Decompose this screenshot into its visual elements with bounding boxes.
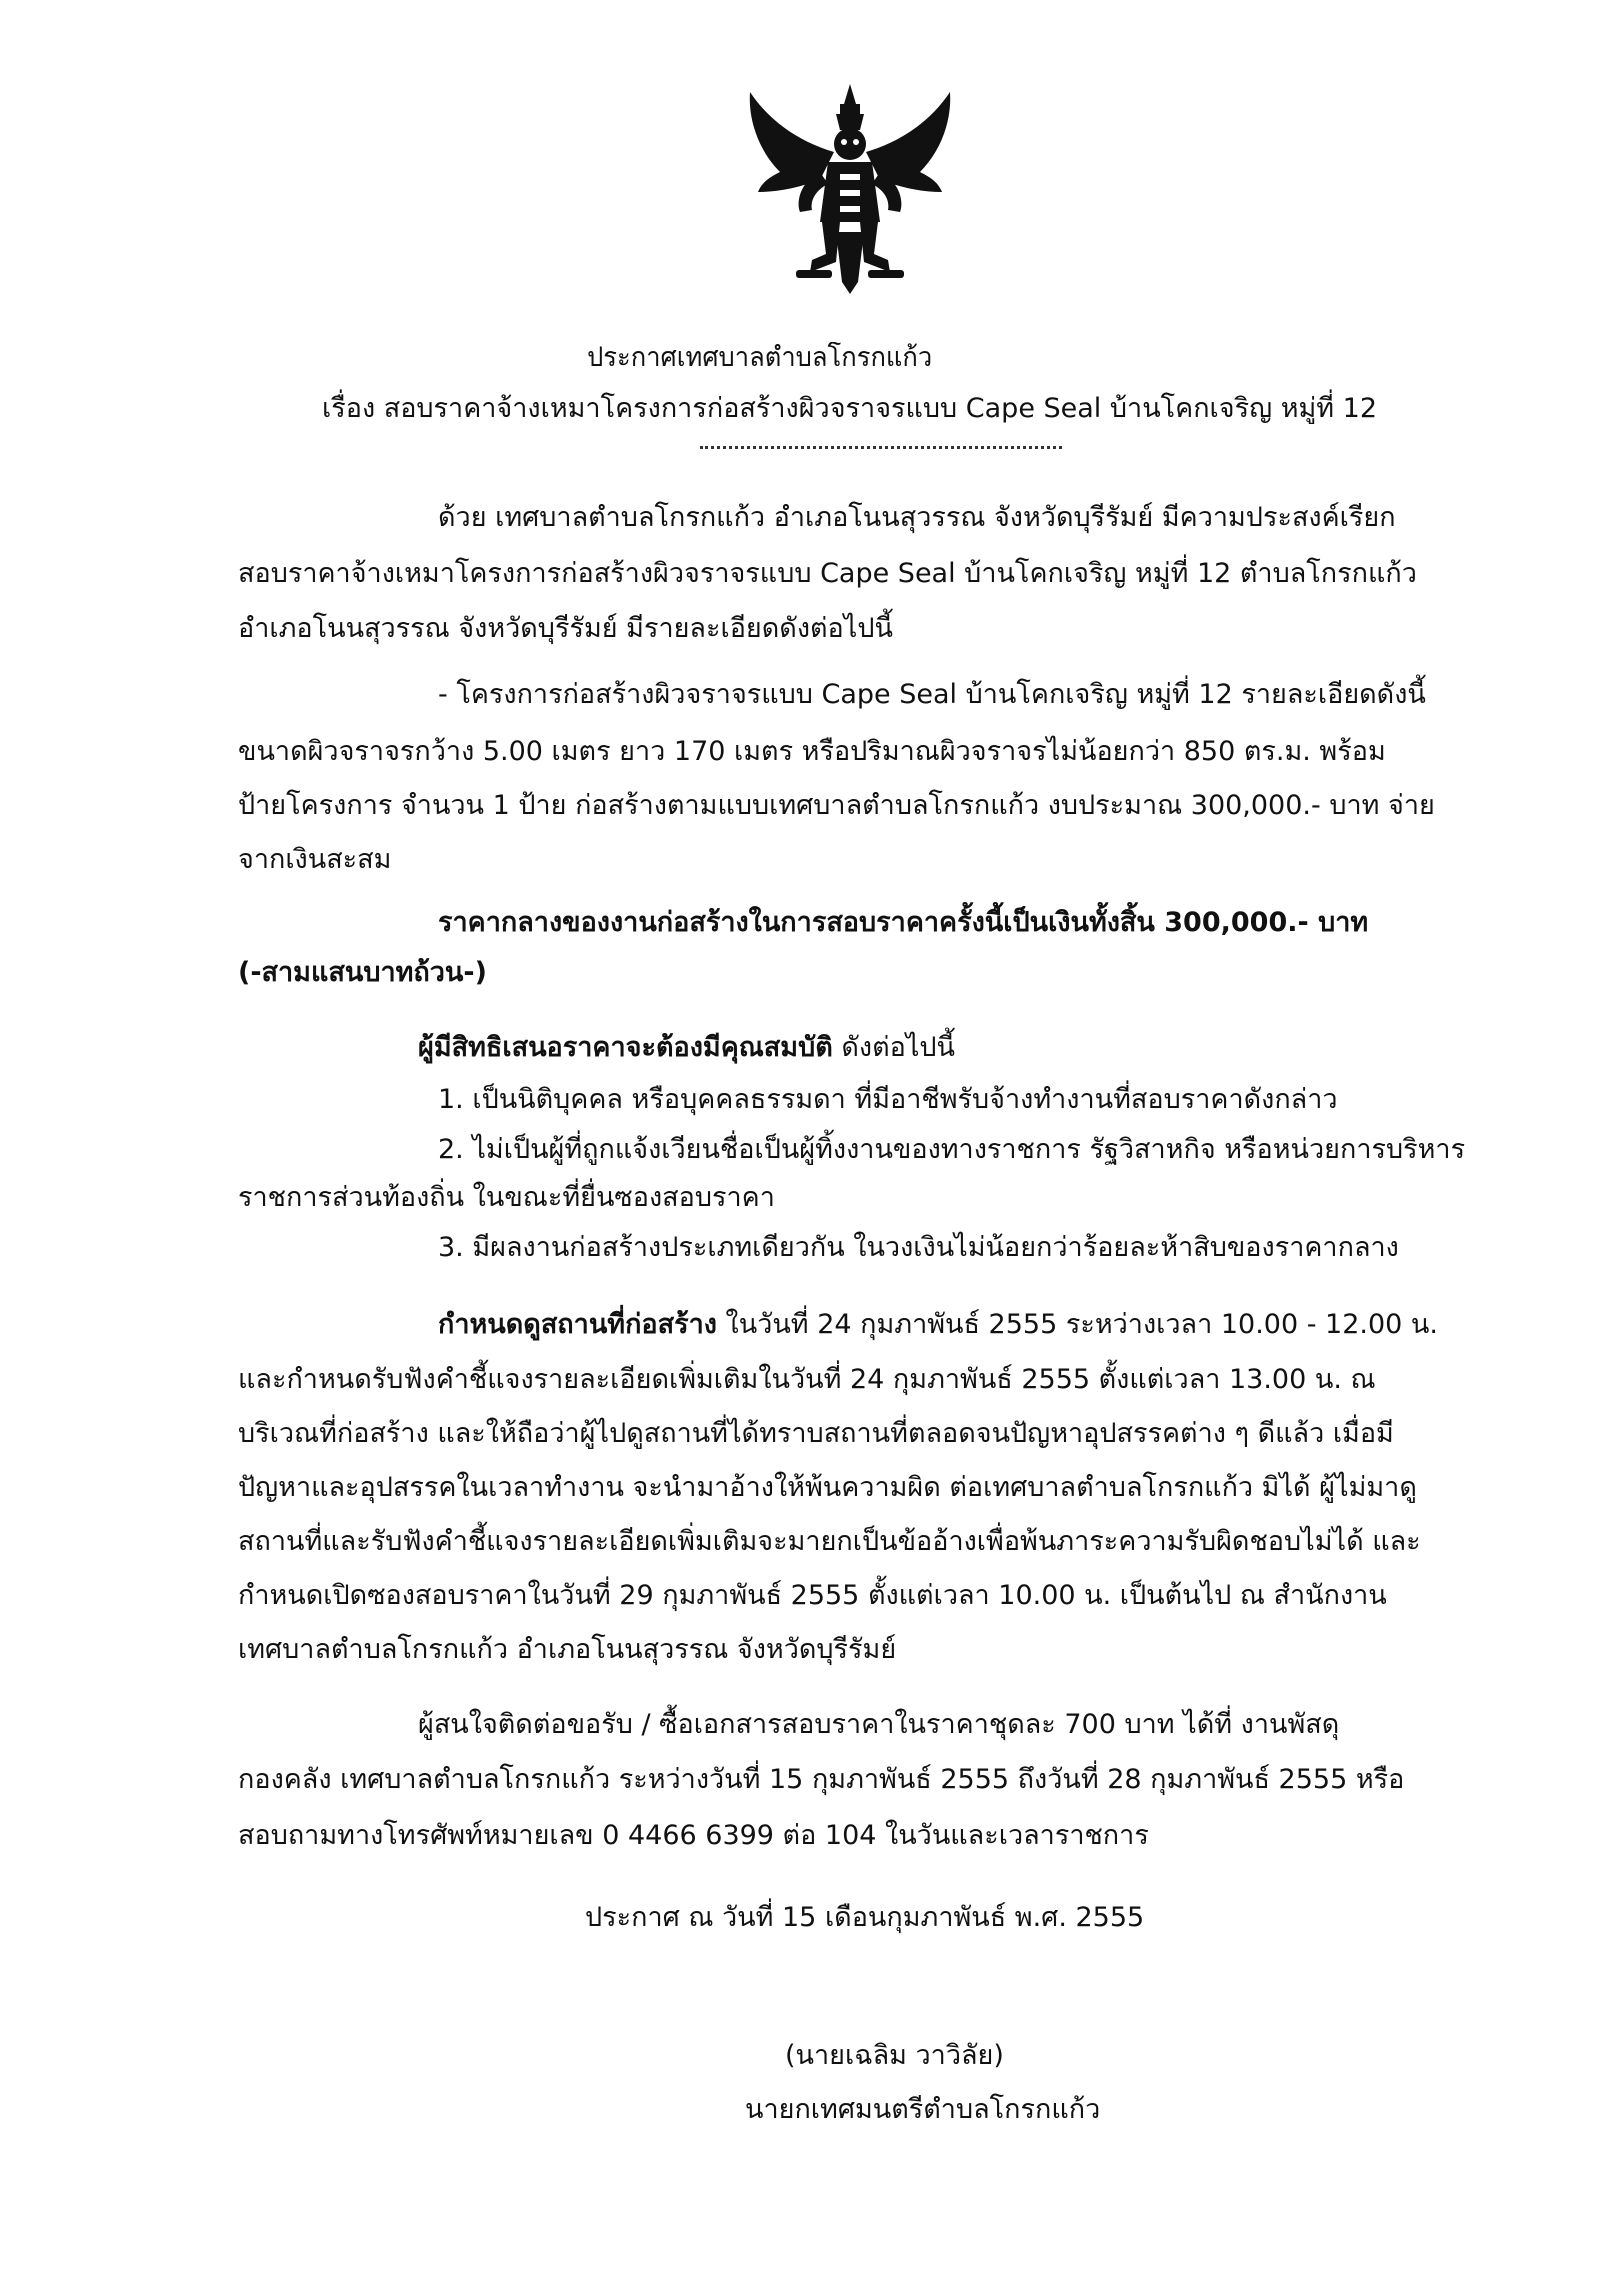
announcement-date: ประกาศ ณ วันที่ 15 เดือนกุมภาพันธ์ พ.ศ. 2555 [585,1902,1145,1933]
site-visit-line-3: บริเวณที่ก่อสร้าง และให้ถือว่าผู้ไปดูสถานที่ได้ทราบสถานที่ตลอดจนปัญหาอุปสรรคต่าง ๆ ดีแล้ว เมื่อมี [238,1418,1394,1449]
title-divider [700,446,1062,449]
issuer-title: ประกาศเทศบาลตำบลโกรกแก้ว [587,342,933,373]
contact-line-1: ผู้สนใจติดต่อขอรับ / ซื้อเอกสารสอบราคาในราคาชุดละ 700 บาท ได้ที่ งานพัสดุ [418,1709,1340,1740]
median-price-words: (-สามแสนบาทถ้วน-) [238,957,487,988]
project-line-3: ป้ายโครงการ จำนวน 1 ป้าย ก่อสร้างตามแบบเทศบาลตำบลโกรกแก้ว งบประมาณ 300,000.- บาท จ่าย [238,790,1435,821]
qualification-2: 2. ไม่เป็นผู้ที่ถูกแจ้งเวียนชื่อเป็นผู้ทิ้งงานของทางราชการ รัฐวิสาหกิจ หรือหน่วยการบริหาร [438,1134,1466,1165]
signer-name: (นายเฉลิม วาวิลัย) [785,2040,1004,2071]
site-visit-line-6: กำหนดเปิดซองสอบราคาในวันที่ 29 กุมภาพันธ์ 2555 ตั้งแต่เวลา 10.00 น. เป็นต้นไป ณ สำนักงาน [238,1580,1387,1611]
qualification-2-cont: ราชการส่วนท้องถิ่น ในขณะที่ยื่นซองสอบราคา [238,1182,775,1213]
signer-title: นายกเทศมนตรีตำบลโกรกแก้ว [745,2094,1101,2125]
qualification-3: 3. มีผลงานก่อสร้างประเภทเดียวกัน ในวงเงินไม่น้อยกว่าร้อยละห้าสิบของราคากลาง [438,1232,1399,1263]
qualifications-heading: ผู้มีสิทธิเสนอราคาจะต้องมีคุณสมบัติ [418,1032,833,1063]
project-line-1: - โครงการก่อสร้างผิวจราจรแบบ Cape Seal บ้านโคกเจริญ หมู่ที่ 12 รายละเอียดดังนี้ [438,679,1426,710]
site-visit-text: ในวันที่ 24 กุมภาพันธ์ 2555 ระหว่างเวลา 10.00 - 12.00 น. [716,1309,1438,1340]
site-visit-heading: กำหนดดูสถานที่ก่อสร้าง [438,1309,717,1340]
contact-line-3: สอบถามทางโทรศัพท์หมายเลข 0 4466 6399 ต่อ 104 ในวันและเวลาราชการ [238,1820,1149,1851]
intro-line-1: ด้วย เทศบาลตำบลโกรกแก้ว อำเภอโนนสุวรรณ จังหวัดบุรีรัมย์ มีความประสงค์เรียก [438,502,1396,533]
site-visit-line-4: ปัญหาและอุปสรรคในเวลาทำงาน จะนำมาอ้างให้พ้นความผิด ต่อเทศบาลตำบลโกรกแก้ว มิได้ ผู้ไม่มาดู [238,1472,1417,1503]
garuda-emblem-icon [740,82,960,297]
qualifications-heading-line [418,1020,955,1075]
project-line-4: จากเงินสะสม [238,844,392,875]
site-visit-line-5: สถานที่และรับฟังคำชี้แจงรายละเอียดเพิ่มเติมจะมายกเป็นข้ออ้างเพื่อพ้นภาระความรับผิดชอบไม่ได้ และ [238,1526,1421,1557]
qualification-1: 1. เป็นนิติบุคคล หรือบุคคลธรรมดา ที่มีอาชีพรับจ้างทำงานที่สอบราคาดังกล่าว [438,1084,1338,1115]
site-visit-line-1 [438,1297,1438,1352]
intro-line-2: สอบราคาจ้างเหมาโครงการก่อสร้างผิวจราจรแบบ Cape Seal บ้านโคกเจริญ หมู่ที่ 12 ตำบลโกรกแก้ว [238,558,1417,589]
site-visit-line-2: และกำหนดรับฟังคำชี้แจงรายละเอียดเพิ่มเติมในวันที่ 24 กุมภาพันธ์ 2555 ตั้งแต่เวลา 13.00 น. ณ [238,1364,1376,1395]
qualifications-suffix: ดังต่อไปนี้ [832,1032,955,1063]
subject-line: เรื่อง สอบราคาจ้างเหมาโครงการก่อสร้างผิวจราจรแบบ Cape Seal บ้านโคกเจริญ หมู่ที่ 12 [322,393,1378,424]
contact-line-2: กองคลัง เทศบาลตำบลโกรกแก้ว ระหว่างวันที่ 15 กุมภาพันธ์ 2555 ถึงวันที่ 28 กุมภาพันธ์ 2555 หรือ [238,1764,1405,1795]
median-price: ราคากลางของงานก่อสร้างในการสอบราคาครั้งนี้เป็นเงินทั้งสิ้น 300,000.- บาท [438,907,1369,938]
intro-line-3: อำเภอโนนสุวรรณ จังหวัดบุรีรัมย์ มีรายละเอียดดังต่อไปนี้ [238,613,893,644]
site-visit-line-7: เทศบาลตำบลโกรกแก้ว อำเภอโนนสุวรรณ จังหวัดบุรีรัมย์ [238,1634,897,1665]
project-line-2: ขนาดผิวจราจรกว้าง 5.00 เมตร ยาว 170 เมตร หรือปริมาณผิวจราจรไม่น้อยกว่า 850 ตร.ม. พร้อม [238,736,1386,767]
